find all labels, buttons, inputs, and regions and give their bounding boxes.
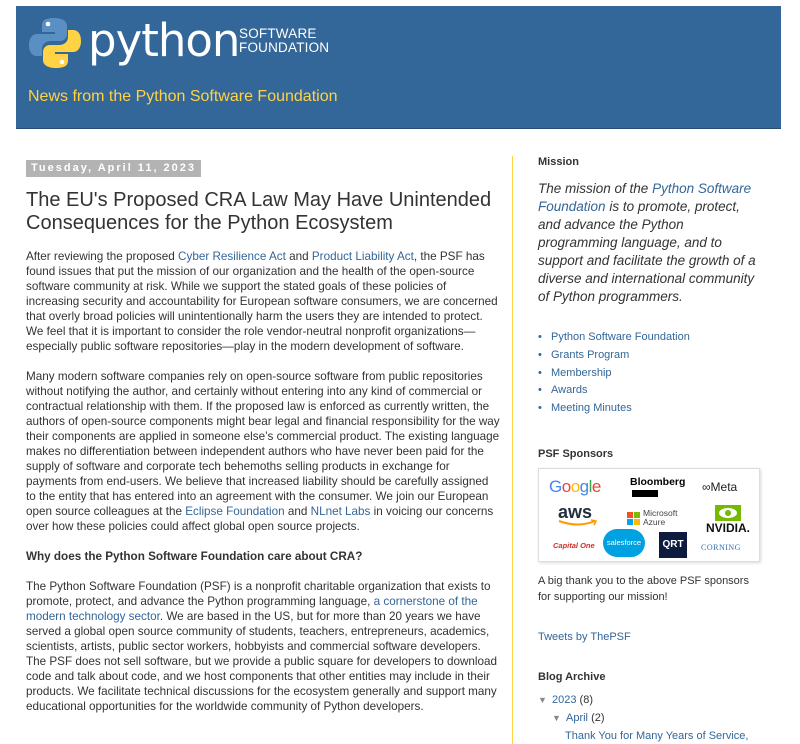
paragraph-3: The Python Software Foundation (PSF) is a nonprofit charitable organization that exists to promote, protect, and advance the Python programming language, a cornerstone of the modern technology sector. We are based in the US, but for more than 20 years we have served a global open source community of students, teachers, entrepreneurs, academics, scientists, artists, public sector workers, hobbyists and commercial software developers. The PSF does not sell software, but we provide a public square for developers to download code and talk about code, and we host components that other entities may include in their products. We facilitate technical discussions for the ecosystem generally and support many educational opportunities for the worldwide community of Python developers. xyxy=(26,580,498,713)
aws-logo: aws xyxy=(558,502,598,527)
eclipse-foundation-link[interactable]: Eclipse Foundation xyxy=(185,505,285,518)
post-title[interactable]: The EU's Proposed CRA Law May Have Unintended Consequences for the Python Ecosystem xyxy=(26,189,492,234)
sidebar-links xyxy=(538,329,763,418)
google-logo: Google xyxy=(549,477,601,496)
qrt-logo: QRT xyxy=(659,532,687,558)
capital-one-logo: Capital One xyxy=(553,541,595,550)
archive-title: Blog Archive xyxy=(538,671,606,683)
sidebar-link-awards[interactable]: • Awards xyxy=(538,382,763,400)
archive-post-link[interactable]: Thank You for Many Years of Service, xyxy=(565,730,749,742)
archive-month-april[interactable]: ▼ April (2) xyxy=(552,712,605,724)
sidebar-link-minutes[interactable]: • Meeting Minutes xyxy=(538,400,763,418)
column-divider xyxy=(512,156,513,744)
salesforce-logo: salesforce xyxy=(603,529,645,557)
triangle-down-icon[interactable]: ▼ xyxy=(538,695,547,705)
sponsors-thanks: A big thank you to the above PSF sponsors for supporting our mission! xyxy=(538,575,749,603)
logo-wordmark: python xyxy=(88,14,240,67)
archive-year-2023[interactable]: ▼ 2023 (8) xyxy=(538,694,593,706)
microsoft-squares-icon xyxy=(627,512,640,525)
sidebar-link-membership[interactable]: • Membership xyxy=(538,365,763,383)
psf-logo[interactable] xyxy=(26,14,330,74)
microsoft-azure-logo: Microsoft Azure xyxy=(627,509,687,527)
corning-logo: CORNING xyxy=(701,543,741,552)
cornerstone-link[interactable]: a cornerstone of the modern technology sector xyxy=(26,595,478,623)
main-column xyxy=(26,156,506,729)
product-liability-act-link[interactable]: Product Liability Act xyxy=(311,250,414,263)
mission-title: Mission xyxy=(538,156,579,168)
post-date: Tuesday, April 11, 2023 xyxy=(26,160,201,177)
nvidia-eye-icon xyxy=(715,505,741,521)
meta-logo: ∞Meta xyxy=(702,480,738,494)
mission-text: The mission of the Python Software Foundation is to promote, protect, and advance the Python programming language, and to support and facilitate the growth of a diverse and international community of Python programmers. xyxy=(538,181,756,304)
triangle-down-icon[interactable]: ▼ xyxy=(552,713,561,723)
sidebar-link-grants[interactable]: • Grants Program xyxy=(538,347,763,365)
section-heading: Why does the Python Software Foundation care about CRA? xyxy=(26,550,363,563)
blog-header xyxy=(16,6,781,129)
cyber-resilience-act-link[interactable]: Cyber Resilience Act xyxy=(178,250,286,263)
sponsors-title: PSF Sponsors xyxy=(538,448,614,460)
blog-description: News from the Python Software Foundation xyxy=(28,88,338,105)
sidebar xyxy=(538,156,763,742)
logo-subtitle: SOFTWARE FOUNDATION xyxy=(239,26,330,55)
sidebar-link-psf[interactable]: • Python Software Foundation xyxy=(538,329,763,347)
mission-psf-link[interactable]: Python Software Foundation xyxy=(538,181,752,214)
python-snake-icon xyxy=(26,14,84,72)
paragraph-2: Many modern software companies rely on open-source software from public repositories without notifying the author, and certainly without entering into any kind of commercial or contractual relationship with them. If the proposed law is enforced as currently written, the authors of open-source components might bear legal and financial responsibility for the way their components are applied in someone else’s commercial product. The existing language makes no differentiation between independent authors who have never been paid for the supply of software and corporate tech behemoths selling products in exchange for payments from end-users. We believe that increased liability should be carefully assigned to the entity that has entered into an agreement with the consumer. We join our European open source colleagues at the Eclipse Foundation and NLnet Labs in voicing our concerns over how these policies could affect global open source projects. xyxy=(26,370,500,533)
nlnet-labs-link[interactable]: NLnet Labs xyxy=(310,505,371,518)
sponsors-image[interactable] xyxy=(538,468,760,562)
bloomberg-tag-shape xyxy=(632,490,658,497)
tweets-link[interactable]: Tweets by ThePSF xyxy=(538,631,631,643)
paragraph-1: After reviewing the proposed Cyber Resilience Act and Product Liability Act, the PSF has found issues that put the mission of our organization and the health of the open-source software community at risk. While we support the stated goals of these policies of increasing security and accountability for European software consumers, we are concerned that overly broad policies will unintentionally harm the users they are intended to protect. We feel that it is important to consider the role vendor-neutral nonprofit organizations—especially public software repositories—play in the modern development of software. xyxy=(26,250,498,353)
nvidia-logo: NVIDIA. xyxy=(706,505,750,535)
post-body xyxy=(26,249,506,714)
bloomberg-logo: Bloomberg xyxy=(630,476,686,488)
